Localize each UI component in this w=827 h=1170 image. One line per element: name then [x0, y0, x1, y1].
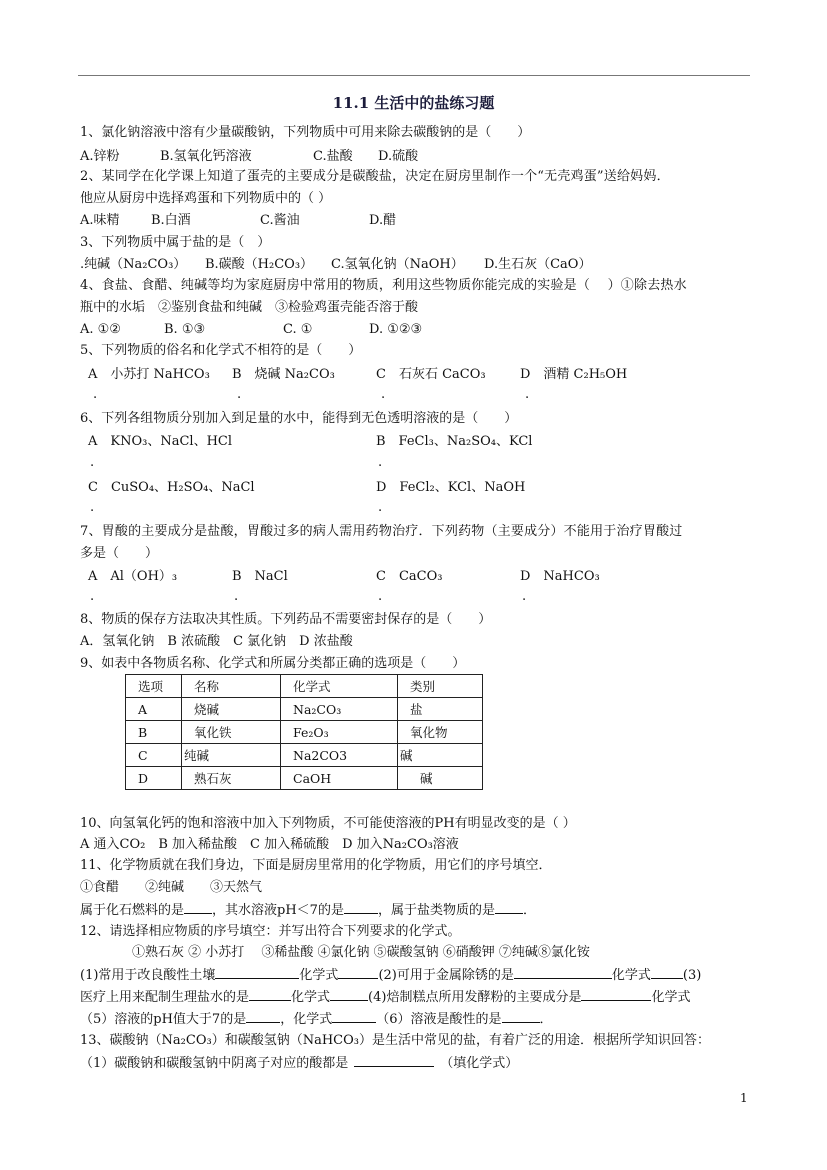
q12-part4: (4)焙制糕点所用发酵粉的主要成分是: [368, 990, 582, 1005]
q9-table: [125, 674, 483, 790]
q11-fill-a: 属于化石燃料的是: [80, 903, 185, 918]
dot-mark: .: [378, 500, 383, 515]
table-cell: 盐: [398, 698, 483, 721]
q2-option-a: A.味精: [80, 213, 120, 228]
q3-option-c: C.氢氧化钠（NaOH）: [331, 257, 464, 272]
table-header-cell: 选项: [126, 675, 182, 698]
q13-sub1-text: （1）碳酸钠和碳酸氢钠中阴离子对应的酸都是: [80, 1056, 349, 1071]
answer-blank[interactable]: [332, 1010, 376, 1023]
table-cell: 纯碱: [182, 744, 281, 767]
q3-option-b: B.碳酸（H₂CO₃）: [205, 257, 314, 272]
q12-part1: (1)常用于改良酸性土壤: [80, 968, 216, 983]
table-cell: CaOH: [281, 767, 398, 790]
formula-label: 化学式: [651, 990, 691, 1005]
dot-mark: .: [381, 387, 386, 402]
dot-mark: .: [234, 589, 239, 604]
q10-options: A 通入CO₂ B 加入稀盐酸 C 加入稀硫酸 D 加入Na₂CO₃溶液: [80, 837, 459, 852]
q5-option-a: A 小苏打 NaHCO₃: [88, 367, 210, 382]
q7-option-b: B NaCl: [232, 569, 288, 584]
table-cell: 碱: [398, 767, 483, 790]
q5-option-c: C 石灰石 CaCO₃: [376, 367, 486, 382]
page-title: 11.1 生活中的盐练习题: [332, 94, 495, 112]
answer-blank[interactable]: [502, 1010, 540, 1023]
q4-option-a: A. ①②: [80, 322, 121, 337]
answer-blank[interactable]: [249, 988, 291, 1001]
table-row: [126, 721, 483, 744]
table-cell: C: [126, 744, 182, 767]
dot-mark: .: [90, 455, 95, 470]
table-cell: Fe₂O₃: [281, 721, 398, 744]
dot-mark: .: [525, 387, 530, 402]
q4-stem-line2: 瓶中的水垢 ②鉴别食盐和纯碱 ③检验鸡蛋壳能否溶于酸: [80, 300, 419, 315]
table-cell: 氧化铁: [182, 721, 281, 744]
answer-blank[interactable]: [354, 1054, 434, 1067]
q12-part2: (2)可用于金属除锈的是: [378, 968, 514, 983]
dot-mark: .: [378, 589, 383, 604]
q2-stem-line2: 他应从厨房中选择鸡蛋和下列物质中的（ ）: [80, 191, 332, 206]
q12-part3-text: 医疗上用来配制生理盐水的是: [80, 990, 250, 1005]
answer-blank[interactable]: [215, 966, 299, 979]
q5-option-b: B 烧碱 Na₂CO₃: [232, 367, 335, 382]
q2-stem-line1: 2、某同学在化学课上知道了蛋壳的主要成分是碳酸盐，决定在厨房里制作一个“无壳鸡蛋”送给妈妈．: [80, 169, 670, 184]
q4-option-b: B. ①③: [164, 322, 206, 337]
q2-option-d: D.醋: [369, 213, 397, 228]
page-number: 1: [740, 1091, 748, 1105]
q4-option-c: C. ①: [283, 322, 313, 337]
table-row: [126, 744, 483, 767]
table-cell: Na2CO3: [281, 744, 398, 767]
table-cell: 熟石灰: [182, 767, 281, 790]
formula-label: 化学式: [299, 968, 339, 983]
q4-option-d: D. ①②③: [369, 322, 423, 337]
answer-blank[interactable]: [330, 988, 368, 1001]
q1-option-c: C.盐酸: [313, 149, 353, 164]
q11-fill-b: ，其水溶液pH＜7的是: [212, 903, 344, 918]
q11-stem: 11、化学物质就在我们身边，下面是厨房里常用的化学物质，用它们的序号填空．: [80, 858, 552, 873]
dot-mark: .: [378, 455, 383, 470]
q5-option-d: D 酒精 C₂H₅OH: [520, 367, 628, 382]
q12-line2: [80, 988, 690, 1006]
q5-stem: 5、下列物质的俗名和化学式不相符的是（ ）: [80, 343, 362, 358]
q12-part5-formula: ，化学式: [280, 1012, 333, 1027]
q1-option-a: A.锌粉: [80, 149, 120, 164]
dot-mark: .: [522, 589, 527, 604]
q1-stem: 1、氯化钠溶液中溶有少量碳酸钠，下列物质中可用来除去碳酸钠的是（ ）: [80, 125, 531, 140]
table-row: [126, 767, 483, 790]
answer-blank[interactable]: [651, 966, 683, 979]
q12-part3: (3): [682, 968, 702, 983]
table-header-cell: 名称: [182, 675, 281, 698]
q12-line1: [80, 966, 701, 984]
table-cell: 碱: [398, 744, 483, 767]
answer-blank[interactable]: [246, 1010, 280, 1023]
q6-option-c: C CuSO₄、H₂SO₄、NaCl: [88, 480, 255, 495]
q8-stem: 8、物质的保存方法取决其性质。下列药品不需要密封保存的是（ ）: [80, 612, 492, 627]
q12-part5: （5）溶液的pH值大于7的是: [80, 1012, 247, 1027]
q13-sub1: [80, 1054, 518, 1072]
table-cell: B: [126, 721, 182, 744]
q3-option-d: D.生石灰（CaO）: [484, 257, 592, 272]
answer-blank[interactable]: [338, 966, 378, 979]
q6-option-d: D FeCl₂、KCl、NaOH: [376, 480, 526, 495]
table-header-cell: 类别: [398, 675, 483, 698]
q7-stem-line2: 多是（ ）: [80, 546, 159, 561]
q12-part6: （6）溶液是酸性的是: [376, 1012, 502, 1027]
q2-option-b: B.白酒: [151, 213, 191, 228]
dot-mark: .: [93, 387, 98, 402]
q7-option-d: D NaHCO₃: [520, 569, 600, 584]
table-row: [126, 698, 483, 721]
answer-blank[interactable]: [581, 988, 651, 1001]
q11-fill-c: ，属于盐类物质的是: [377, 903, 495, 918]
answer-blank[interactable]: [514, 966, 612, 979]
dot-mark: .: [237, 387, 242, 402]
q13-sub1-end: （填化学式）: [440, 1056, 519, 1071]
table-header-cell: 化学式: [281, 675, 398, 698]
q12-line3: [80, 1010, 553, 1028]
q6-option-a: A KNO₃、NaCl、HCl: [88, 434, 233, 449]
q11-fill-end: ．: [522, 903, 536, 918]
table-cell: 氧化物: [398, 721, 483, 744]
answer-blank[interactable]: [495, 901, 523, 914]
table-cell: Na₂CO₃: [281, 698, 398, 721]
q6-stem: 6、下列各组物质分别加入到足量的水中，能得到无色透明溶液的是（ ）: [80, 411, 518, 426]
table-header-row: [126, 675, 483, 698]
q1-option-b: B.氢氧化钙溶液: [160, 149, 252, 164]
q12-items: ①熟石灰 ② 小苏打 ③稀盐酸 ④氯化钠 ⑤碳酸氢钠 ⑥硝酸钾 ⑦纯碱⑧氯化铵: [132, 945, 590, 960]
q10-stem: 10、向氢氧化钙的饱和溶液中加入下列物质，不可能使溶液的PH有明显改变的是（ ）: [80, 816, 576, 831]
formula-label: 化学式: [291, 990, 331, 1005]
q9-stem: 9、如表中各物质名称、化学式和所属分类都正确的选项是（ ）: [80, 656, 466, 671]
answer-blank[interactable]: [184, 901, 212, 914]
q11-items: ①食醋 ②纯碱 ③天然气: [80, 880, 263, 895]
q4-stem-line1: 4、食盐、食醋、纯碱等均为家庭厨房中常用的物质，利用这些物质你能完成的实验是（ ）①除去热水: [80, 278, 687, 293]
q6-option-b: B FeCl₃、Na₂SO₄、KCl: [376, 434, 533, 449]
dot-mark: .: [90, 500, 95, 515]
q7-option-c: C CaCO₃: [376, 569, 443, 584]
formula-label: 化学式: [611, 968, 651, 983]
q13-stem: 13、碳酸钠（Na₂CO₃）和碳酸氢钠（NaHCO₃）是生活中常见的盐，有着广泛的用途．根据所学知识回答：: [80, 1033, 710, 1048]
q3-option-a: .纯碱（Na₂CO₃）: [80, 257, 187, 272]
table-cell: A: [126, 698, 182, 721]
table-cell: 烧碱: [182, 698, 281, 721]
answer-blank[interactable]: [344, 901, 378, 914]
dot-mark: .: [90, 589, 95, 604]
q7-stem-line1: 7、胃酸的主要成分是盐酸，胃酸过多的病人需用药物治疗．下列药物（主要成分）不能用于治疗胃酸过: [80, 524, 683, 539]
header-rule: [78, 75, 750, 76]
q2-option-c: C.酱油: [260, 213, 300, 228]
q12-stem: 12、请选择相应物质的序号填空：并写出符合下列要求的化学式。: [80, 924, 461, 939]
q8-options: A．氢氧化钠 B 浓硫酸 C 氯化钠 D 浓盐酸: [80, 634, 353, 649]
q12-part6-end: ．: [539, 1012, 553, 1027]
table-cell: D: [126, 767, 182, 790]
q3-stem: 3、下列物质中属于盐的是（ ）: [80, 235, 271, 250]
q11-fill-line: [80, 901, 536, 919]
q1-option-d: D.硫酸: [378, 149, 419, 164]
q7-option-a: A Al（OH）₃: [88, 569, 178, 584]
